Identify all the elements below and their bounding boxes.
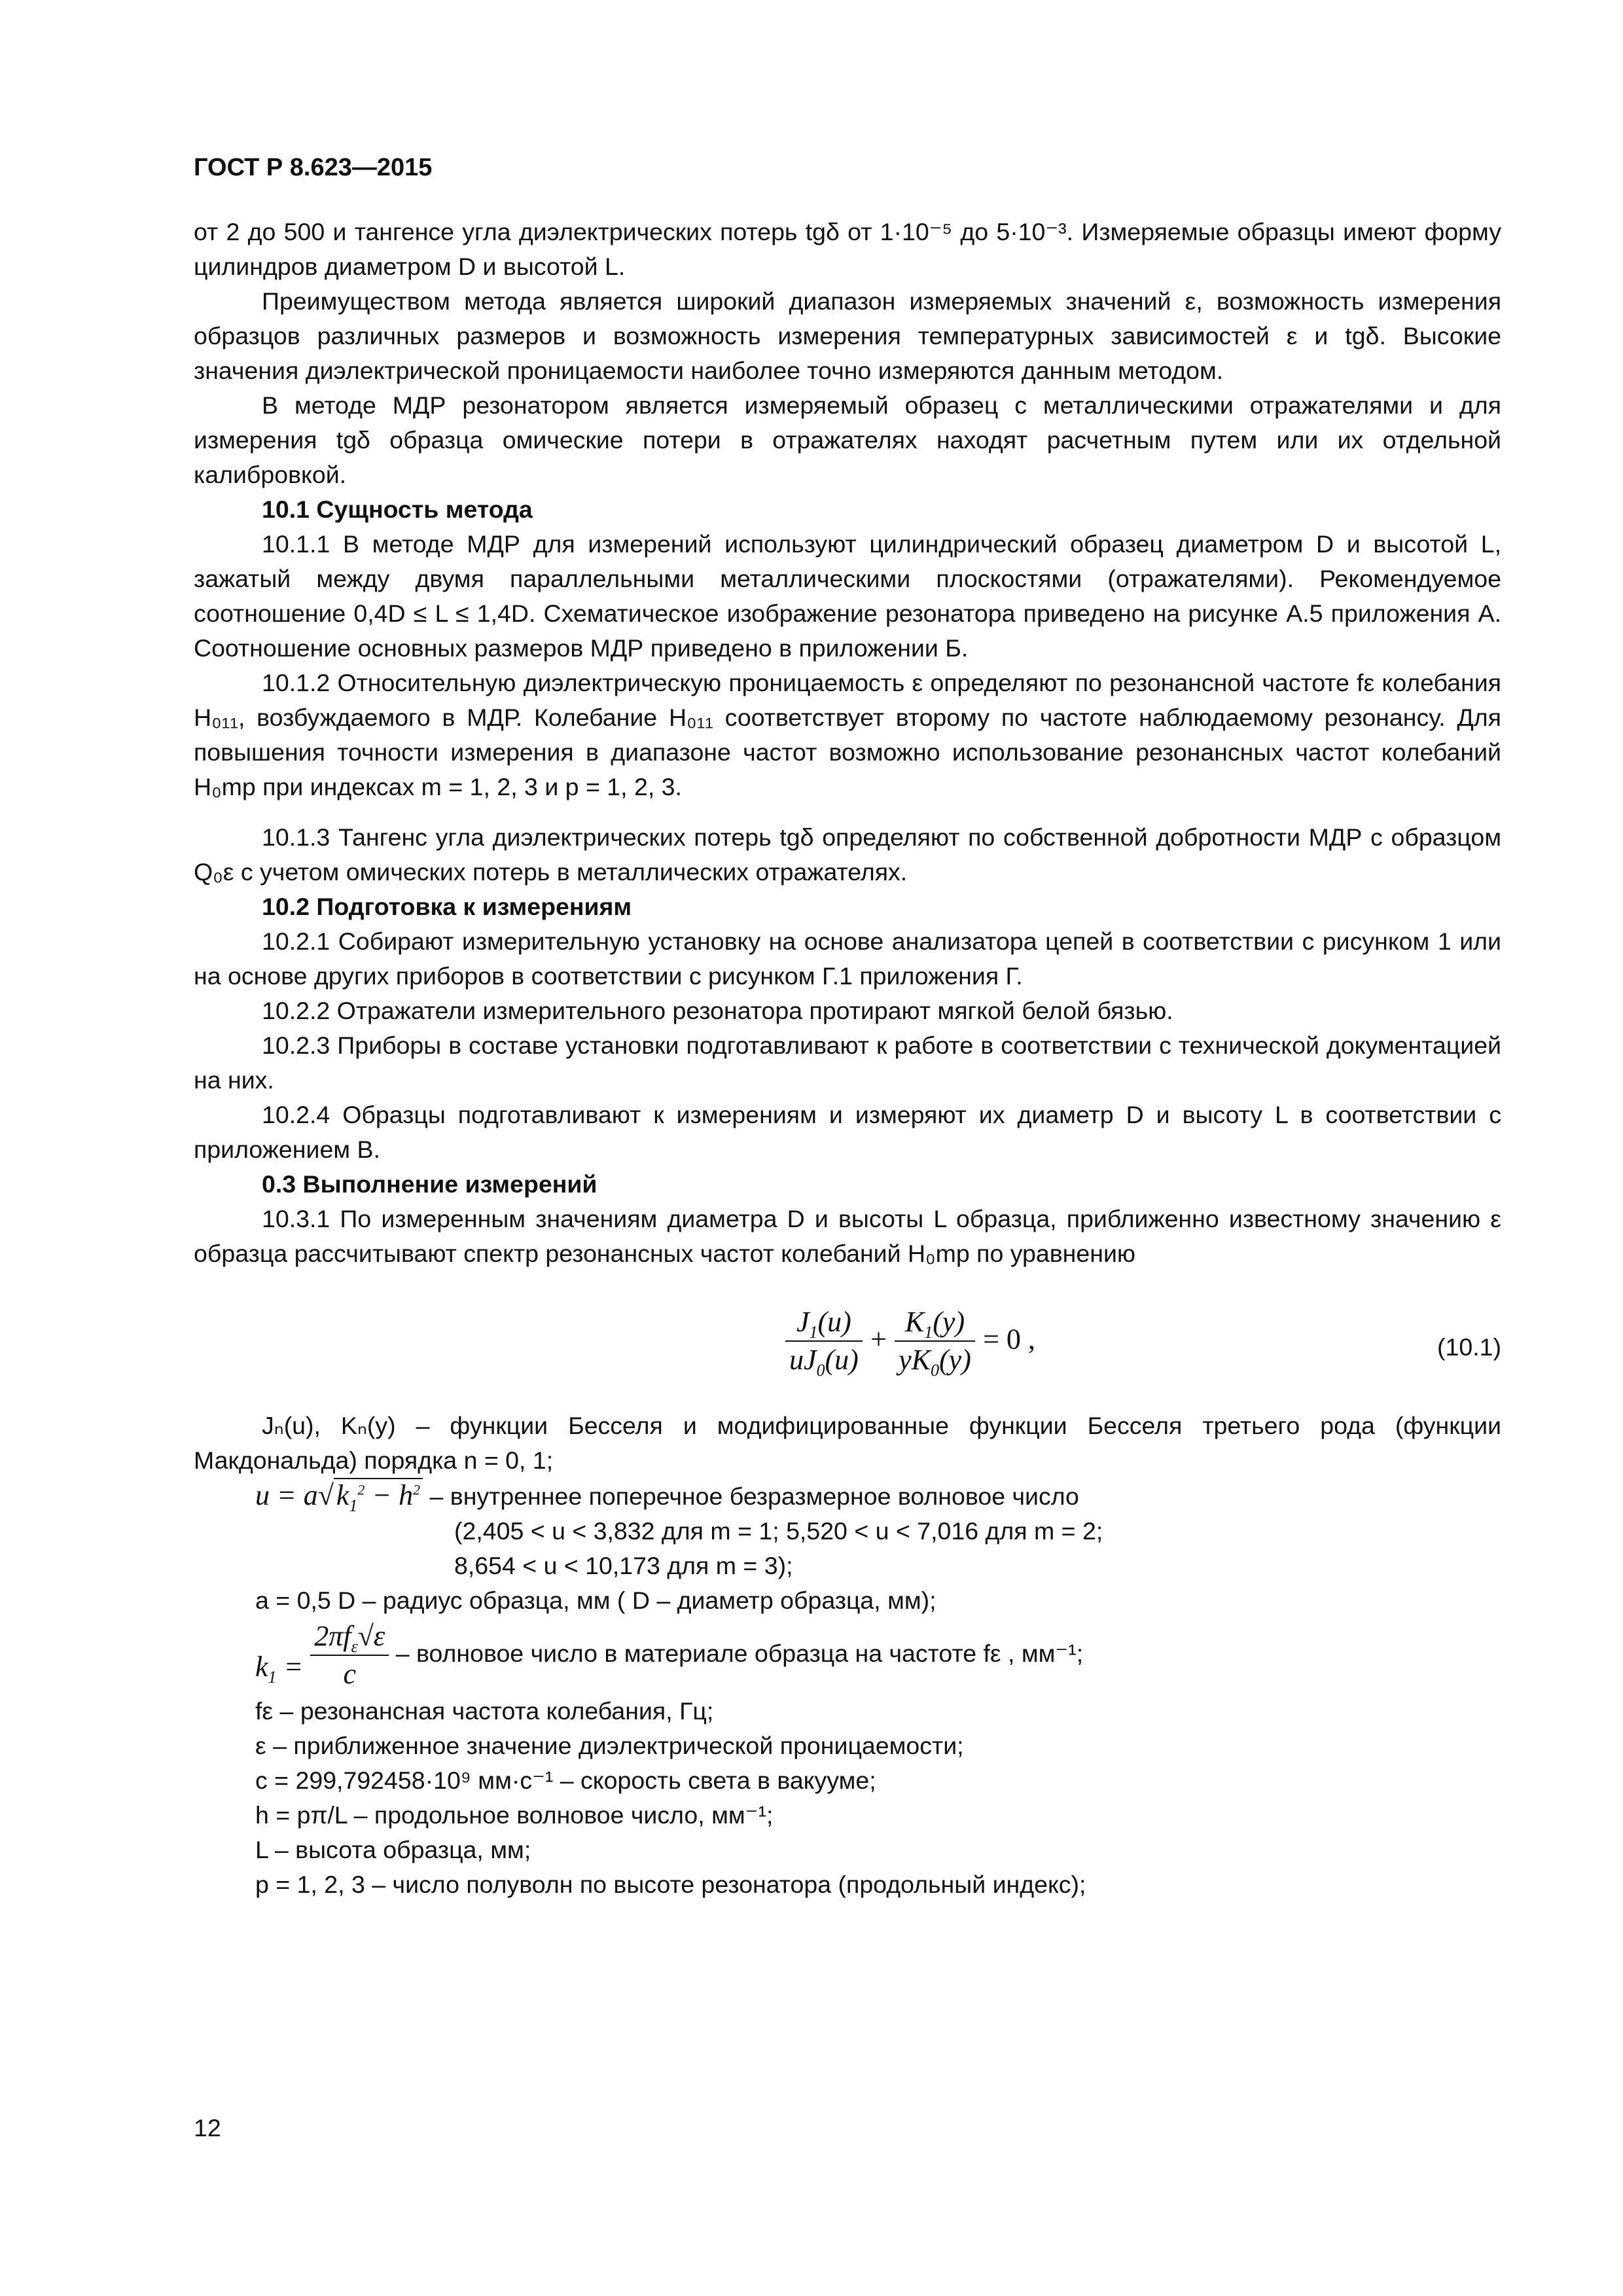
L-definition: L – высота образца, мм; [255,1836,531,1863]
paragraph-10-1-3: 10.1.3 Тангенс угла диэлектрических потерь tgδ определяют по собственной добротности МДР с образцом Q₀ε с учетом омических потерь в металлических отражателях. [194,823,1501,886]
c-definition: c = 299,792458·10⁹ мм·с⁻¹ – скорость света в вакууме; [255,1767,876,1794]
paragraph-10-3-1: 10.3.1 По измеренным значениям диаметра D и высоты L образца, приближенно известному значению ε образца рассчитывают спектр резонансных частот колебаний H₀mp по уравнению [194,1205,1501,1267]
paragraph-10-2-2: 10.2.2 Отражатели измерительного резонатора протирают мягкой белой бязью. [262,997,1173,1024]
page-number: 12 [194,2114,221,2142]
p-definition: p = 1, 2, 3 – число полуволн по высоте резонатора (продольный индекс); [255,1871,1086,1898]
paragraph-10-2-4: 10.2.4 Образцы подготавливают к измерениям и измеряют их диаметр D и высоту L в соответствии с приложением В. [194,1101,1501,1163]
heading-10-1: 10.1 Сущность метода [262,495,533,523]
u-definition: $u = a√k_1^2 - h^2$ – внутреннее поперечное безразмерное волновое число [255,1479,1079,1515]
bessel-definition: Jₙ(u), Kₙ(y) – функции Бесселя и модифицированные функции Бесселя третьего рода (функции Макдональда) порядка n = 0, 1; [194,1412,1501,1474]
heading-0-3: 0.3 Выполнение измерений [262,1170,597,1198]
paragraph-intro: от 2 до 500 и тангенсе угла диэлектрических потерь tgδ от 1·10⁻⁵ до 5·10⁻³. Измеряемые образцы имеют форму цилиндров диаметром D и высотой L. [194,218,1501,280]
equation-body: $\frac{J_1(u)}{uJ_0(u)}$ + $\frac{K_1(y)}{yK_0(y)}$ = 0 , [785,1304,1035,1378]
equation-10-1 [194,1297,1501,1408]
paragraph-10-2-1: 10.2.1 Собирают измерительную установку на основе анализатора цепей в соответствии с рисунком 1 или на основе других приборов в соответствии с рисунком Г.1 приложения Г. [194,927,1501,990]
a-definition: a = 0,5 D – радиус образца, мм ( D – диаметр образца, мм); [255,1587,936,1614]
h-definition: h = pπ/L – продольное волновое число, мм⁻¹; [255,1801,774,1829]
paragraph-10-1-1: 10.1.1 В методе МДР для измерений используют цилиндрический образец диаметром D и высотой L, зажатый между двумя параллельными металлическими плоскостями (отражателями). Рекомендуемое соотношение 0,4D ≤ L ≤ 1,4D. Схематическое изображение резонатора приведено на рисунке А.5 приложения А. Соотношение основных размеров МДР приведено в приложении Б. [194,530,1501,662]
eps-definition: ε – приближенное значение диэлектрической проницаемости; [255,1732,964,1759]
body-text [194,215,1501,1902]
paragraph-10-2-3: 10.2.3 Приборы в составе установки подготавливают к работе в соответствии с технической документацией на них. [194,1031,1501,1094]
paragraph-advantages: Преимуществом метода является широкий диапазон измеряемых значений ε, возможность измерения образцов различных размеров и возможность измерения температурных зависимостей ε и tgδ. Высокие значения диэлектрической проницаемости наиболее точно измеряются данным методом. [194,287,1501,384]
u-range-2: 8,654 < u < 10,173 для m = 3); [454,1552,793,1579]
paragraph-10-1-2: 10.1.2 Относительную диэлектрическую проницаемость ε определяют по резонансной частоте fε колебания H₀₁₁, возбуждаемого в МДР. Колебание H₀₁₁ соответствует второму по частоте наблюдаемому резонансу. Для повышения точности измерения в диапазоне частот возможно использование резонансных частот колебаний H₀mp при индексах m = 1, 2, 3 и p = 1, 2, 3. [194,669,1501,800]
heading-10-2: 10.2 Подготовка к измерениям [262,893,632,920]
f-definition: fε – резонансная частота колебания, Гц; [255,1697,714,1725]
document-header: ГОСТ Р 8.623—2015 [194,154,433,181]
equation-number: (10.1) [1437,1333,1501,1361]
u-range-1: (2,405 < u < 3,832 для m = 1; 5,520 < u < 7,016 для m = 2; [454,1517,1103,1545]
k1-definition: $k_1$ = $\frac{2\pi f_\varepsilon√\varepsilon}{c}$ – волновое число в материале образца на частоте fε , мм⁻¹; [255,1618,1501,1683]
paragraph-mdr-method: В методе МДР резонатором является измеряемый образец с металлическими отражателями и для измерения tgδ образца омические потери в отражателях находят расчетным путем или их отдельной калибровкой. [194,391,1501,488]
definitions-list [194,1478,1501,1902]
